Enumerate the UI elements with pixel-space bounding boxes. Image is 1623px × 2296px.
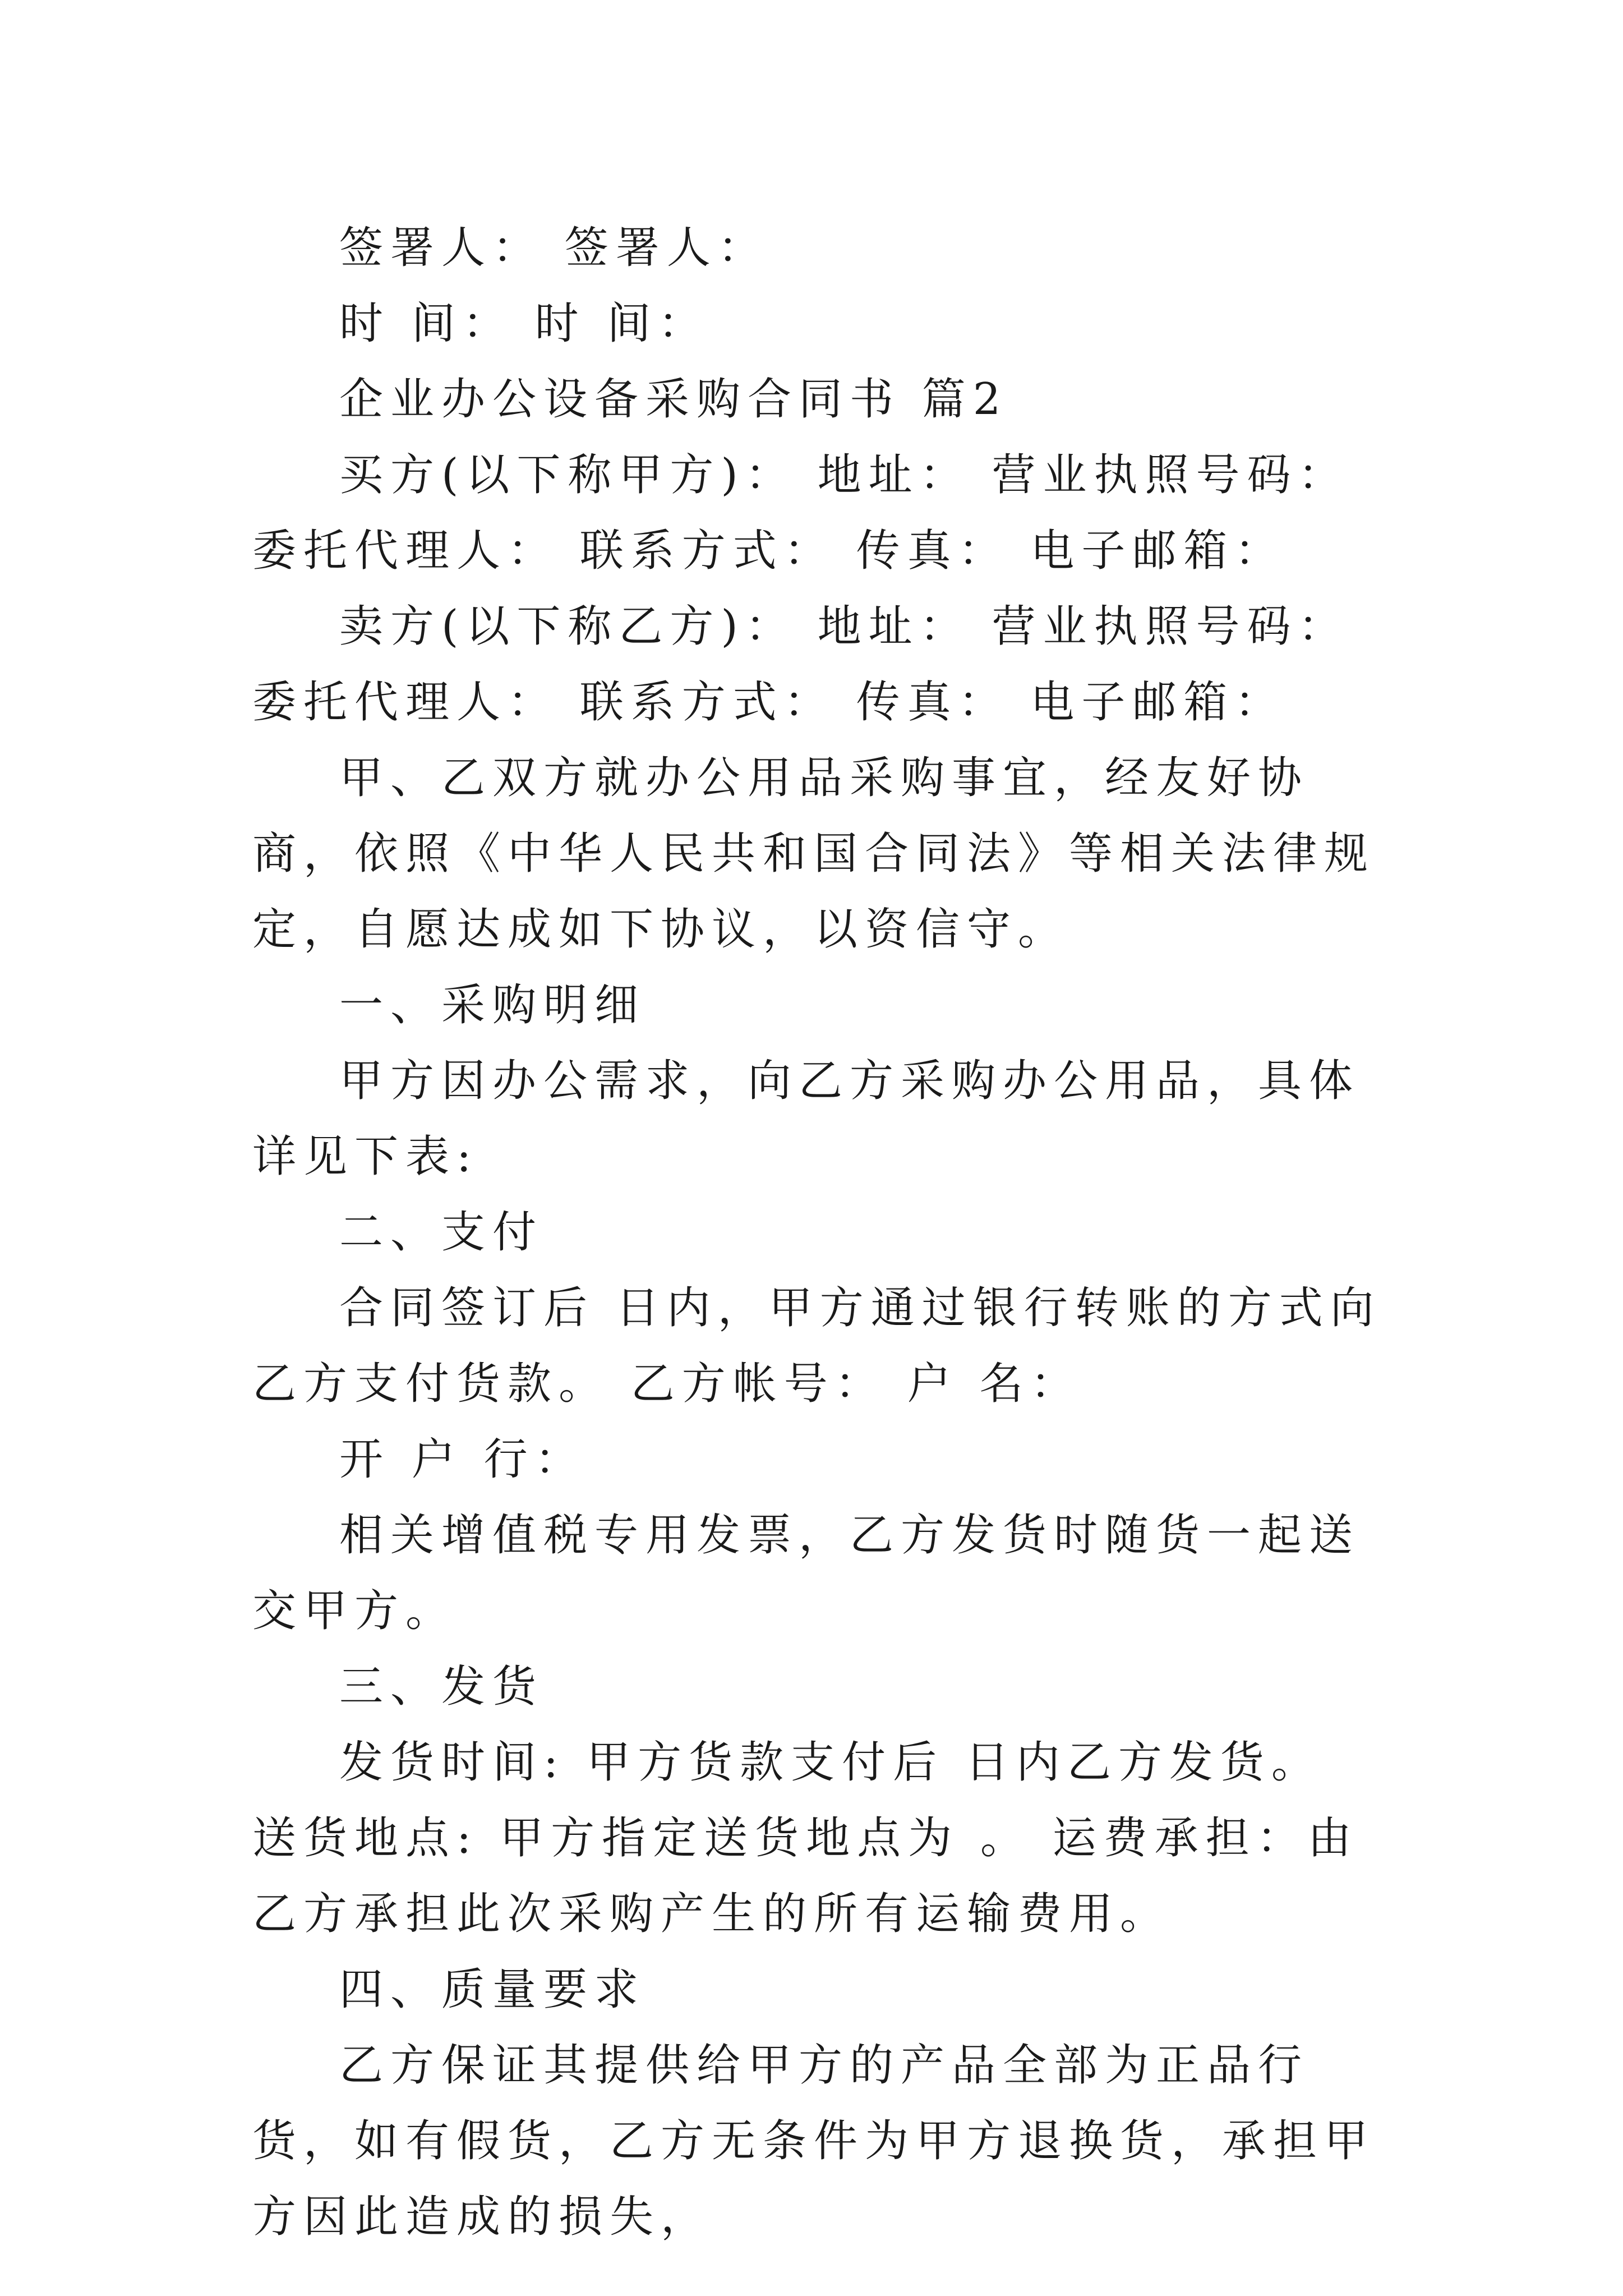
section-heading-procurement: 一、采购明细: [339, 980, 646, 1030]
section-heading-quality: 四、质量要求: [339, 1964, 646, 2015]
procurement-paragraph: 甲方因办公需求，向乙方采购办公用品，具体详见下表:: [252, 1056, 1361, 1182]
contract-title: 企业办公设备采购合同书 篇2: [339, 374, 1008, 425]
buyer-info: 买方(以下称甲方)： 地址： 营业执照号码： 委托代理人： 联系方式： 传真： 电子邮箱：: [252, 450, 1349, 576]
quality-paragraph: 乙方保证其提供给甲方的产品全部为正品行货，如有假货，乙方无条件为甲方退换货，承担甲方因此造成的损失，: [252, 2040, 1376, 2242]
document-body: [252, 210, 1385, 2255]
signatory-line: 签署人： 签署人：: [339, 223, 769, 273]
payment-paragraph: 合同签订后 日内，甲方通过银行转账的方式向乙方支付货款。 乙方帐号： 户 名：: [252, 1283, 1381, 1409]
invoice-paragraph: 相关增值税专用发票，乙方发货时随货一起送交甲方。: [252, 1510, 1361, 1636]
bank-line: 开 户 行：: [339, 1434, 586, 1485]
section-heading-delivery: 三、发货: [339, 1662, 544, 1712]
seller-info: 卖方(以下称乙方)： 地址： 营业执照号码： 委托代理人： 联系方式： 传真： 电子邮箱：: [252, 601, 1349, 728]
date-line: 时 间： 时 间：: [339, 298, 709, 349]
delivery-paragraph: 发货时间: 甲方货款支付后 日内乙方发货。 送货地点: 甲方指定送货地点为 。 运费承担：由乙方承担此次采购产生的所有运输费用。: [252, 1737, 1359, 1939]
preamble-paragraph: 甲、乙双方就办公用品采购事宜，经友好协商，依照《中华人民共和国合同法》等相关法律规定，自愿达成如下协议，以资信守。: [252, 753, 1376, 955]
section-heading-payment: 二、支付: [339, 1207, 544, 1258]
